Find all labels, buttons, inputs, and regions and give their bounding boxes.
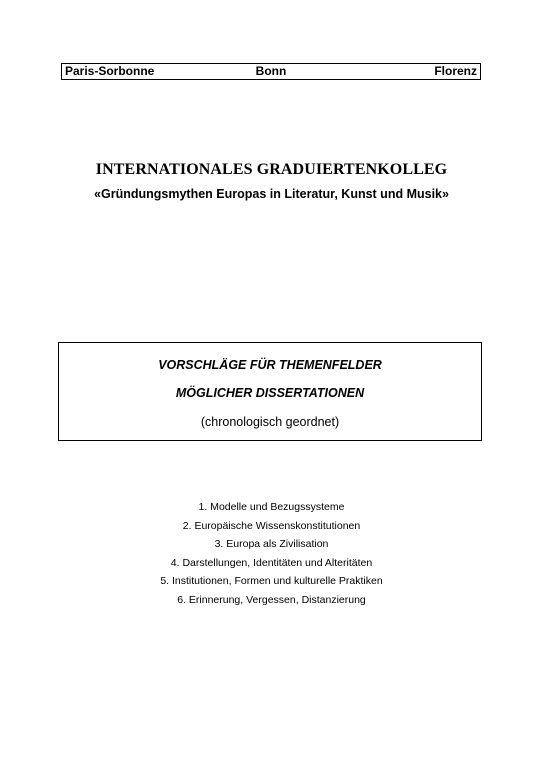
university-florenz: Florenz [434,64,477,78]
proposal-heading-box [58,342,482,441]
university-bonn: Bonn [255,64,287,78]
topic-item: 2. Europäische Wissenskonstitutionen [182,519,361,532]
topic-item: 4. Darstellungen, Identitäten und Alteritäten [170,556,373,569]
proposal-heading-line2: MÖGLICHER DISSERTATIONEN [175,386,365,400]
topic-list [0,499,543,610]
university-header-bar [61,63,481,80]
proposal-heading-line1: VORSCHLÄGE FÜR THEMENFELDER [158,358,382,372]
university-paris-sorbonne: Paris-Sorbonne [65,64,155,78]
topic-item: 3. Europa als Zivilisation [214,538,329,550]
proposal-note: (chronologisch geordnet) [200,415,340,429]
topic-item: 5. Institutionen, Formen und kulturelle Praktiken [160,575,383,587]
topic-item: 6. Erinnerung, Vergessen, Distanzierung [177,593,366,606]
document-subtitle: «Gründungsmythen Europas in Literatur, Kunst und Musik» [94,187,449,201]
topic-item: 1. Modelle und Bezugssysteme [198,501,345,513]
document-title: INTERNATIONALES GRADUIERTENKOLLEG [95,161,448,178]
